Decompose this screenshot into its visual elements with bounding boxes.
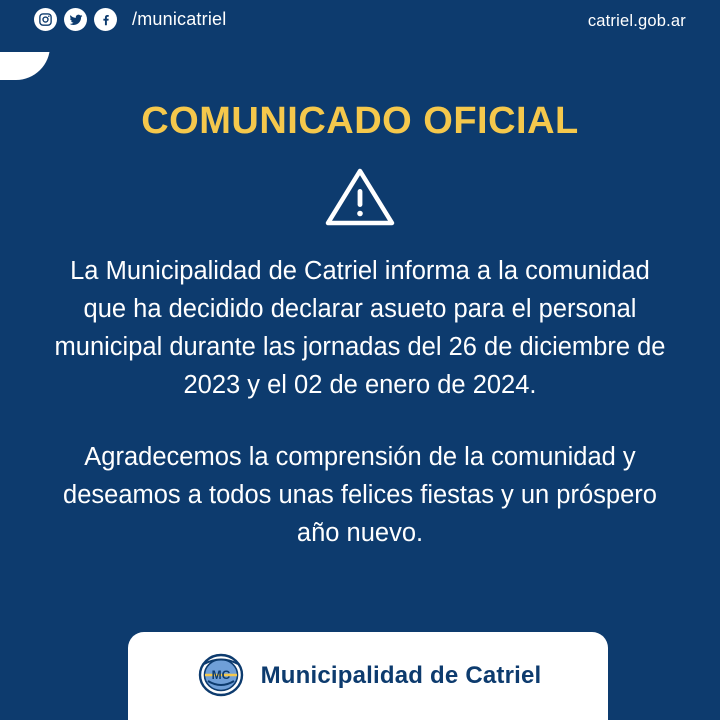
svg-text:MC: MC — [211, 668, 230, 682]
footer-card — [128, 632, 608, 720]
facebook-icon[interactable] — [94, 8, 117, 31]
top-bar — [0, 0, 720, 52]
municipal-crest-icon — [195, 650, 247, 702]
social-links-group — [34, 8, 226, 31]
twitter-icon[interactable] — [64, 8, 87, 31]
warning-triangle-icon — [324, 165, 396, 234]
warning-icon-wrapper — [0, 165, 720, 234]
announcement-paragraph-2: Agradecemos la comprensión de la comunidad y deseamos a todos unas felices fiestas y un próspero año nuevo. — [63, 443, 657, 547]
social-handle[interactable]: /municatriel — [132, 9, 227, 29]
announcement-paragraph-1: La Municipalidad de Catriel informa a la comunidad que ha decidido declarar asueto para el personal municipal durante las jornadas del 26 de diciembre de 2023 y el 02 de enero de 2024. — [54, 257, 666, 399]
organization-name: Municipalidad de Catriel — [260, 662, 542, 689]
website-url[interactable]: catriel.gob.ar — [587, 12, 686, 30]
announcement-content — [0, 52, 720, 552]
instagram-icon[interactable] — [34, 8, 57, 31]
page-title: COMUNICADO OFICIAL — [141, 100, 579, 142]
